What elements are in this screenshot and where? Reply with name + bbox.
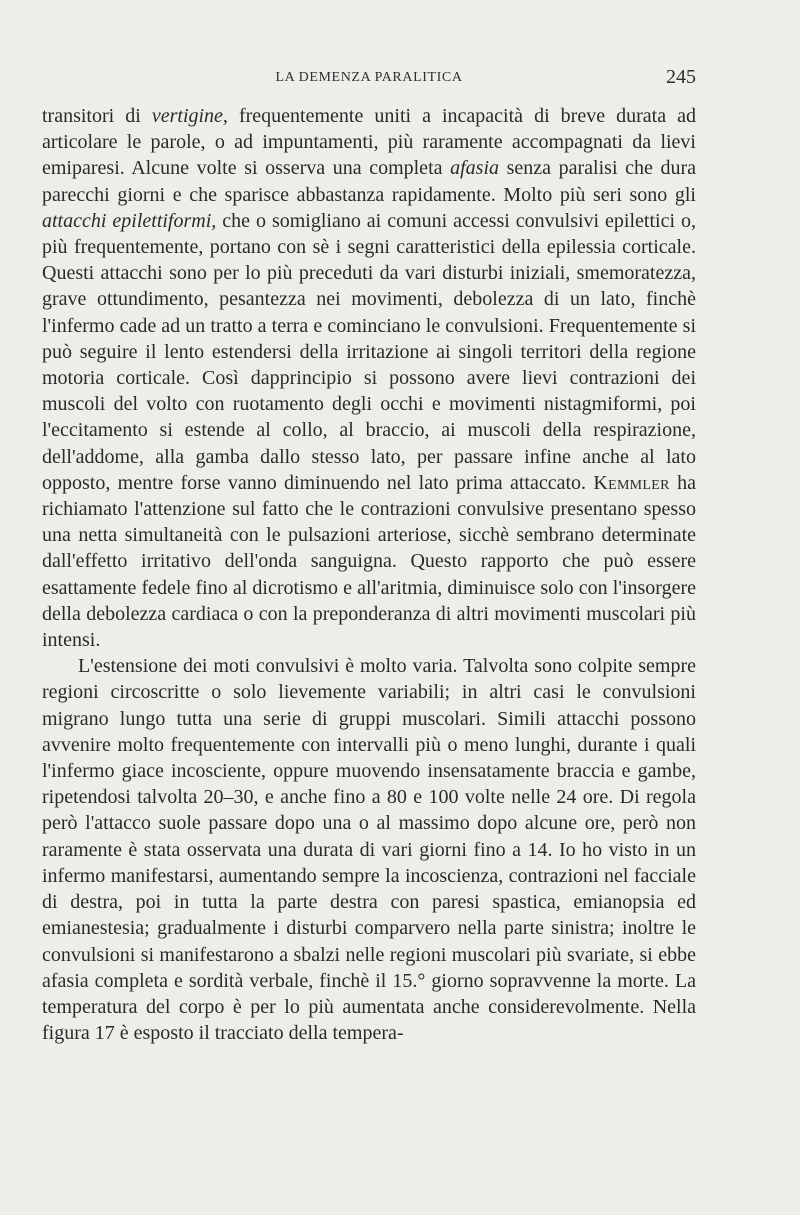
body-text xyxy=(42,103,696,1046)
running-head xyxy=(42,66,696,96)
italic-term-afasia: afasia xyxy=(450,157,500,180)
author-name-kemmler: Kemmler xyxy=(593,471,670,494)
italic-term-vertigine: vertigine, xyxy=(151,105,228,127)
text-span: transitori di xyxy=(42,105,152,127)
running-title: LA DEMENZA PARALITICA xyxy=(275,70,463,85)
paragraph-2: L'estensione dei moti convulsivi è molto varia. Talvolta sono colpite sempre regioni circoscritte o solo lievemente variabili; in altri casi le convulsioni migrano lungo tutta una serie di gruppi muscolari. Simili attacchi possono avvenire molto frequentemente con intervalli più o meno lunghi, durante i quali l'infermo giace incosciente, oppure muovendo insensatamente braccia e gambe, ripetendosi talvolta 20–30, e anche fino a 80 e 100 volte nelle 24 ore. Di regola però l'attacco suole passare dopo una o al massimo dopo alcune ore, però non raramente è stata osservata una durata di vari giorni fino a 14. Io ho visto in un infermo manifestarsi, aumentando sempre la incoscienza, contrazioni nel facciale di destra, poi in tutta la parte destra con paresi spastica, emianopsia ed emianestesia; gradualmente i disturbi comparvero nella parte sinistra; inoltre le convulsioni si manifestarono a sbalzi nelle regioni muscolari più svariate, si ebbe afasia completa e sordità verbale, finchè il 15.° giorno sopravvenne la morte. La temperatura del corpo è per lo più aumentata anche considerevolmente. Nella figura 17 è esposto il tracciato della tempera- xyxy=(42,655,696,1045)
text-span: frequentemente uniti a incapacità di breve durata ad articolare le parole, o ad impuntamenti, più raramente accompagnati da lievi emiparesi. Alcune volte si osserva una completa xyxy=(42,105,697,180)
text-span: che o somigliano ai comuni accessi convulsivi epilettici o, più frequentemente, portano con sè i segni caratteristici della epilessia corticale. Questi attacchi sono per lo più preceduti da vari disturbi iniziali, smemoratezza, grave ottundimento, pesantezza nei movimenti, debolezza di un lato, finchè l'infermo cade ad un tratto a terra e cominciano le convulsioni. Frequentemente si può seguire il lento estendersi della irritazione ai singoli territori della regione motoria corticale. Così dapprincipio si possono avere lievi contrazioni dei muscoli del volto con ruotamento degli occhi e movimenti nistagmiformi, poi l'eccitamento si estende al collo, al braccio, ai muscoli della respirazione, dell'addome, alla gamba dallo stesso lato, per passare infine anche al lato opposto, mentre forse vanno diminuendo nel lato prima attaccato. xyxy=(42,209,696,494)
paragraph-1 xyxy=(42,103,696,653)
page-number: 245 xyxy=(666,66,696,88)
italic-term-attacchi: attacchi epilettiformi, xyxy=(42,209,217,232)
text-span: senza paralisi che dura parecchi giorni e che sparisce abbastanza rapidamente. Molto più seri sono gli xyxy=(42,157,696,206)
text-span: ha richiamato l'attenzione sul fatto che le contrazioni convulsive presentano spesso una netta simultaneità con le pulsazioni arteriose, sicchè sembrano determinate dall'effetto irritativo dell'onda sanguigna. Questo rapporto che può essere esattamente fedele fino al dicrotismo e all'aritmia, diminuisce solo con l'insorgere della debolezza cardiaca o con la preponderanza di altri movimenti muscolari più intensi. xyxy=(42,471,696,652)
